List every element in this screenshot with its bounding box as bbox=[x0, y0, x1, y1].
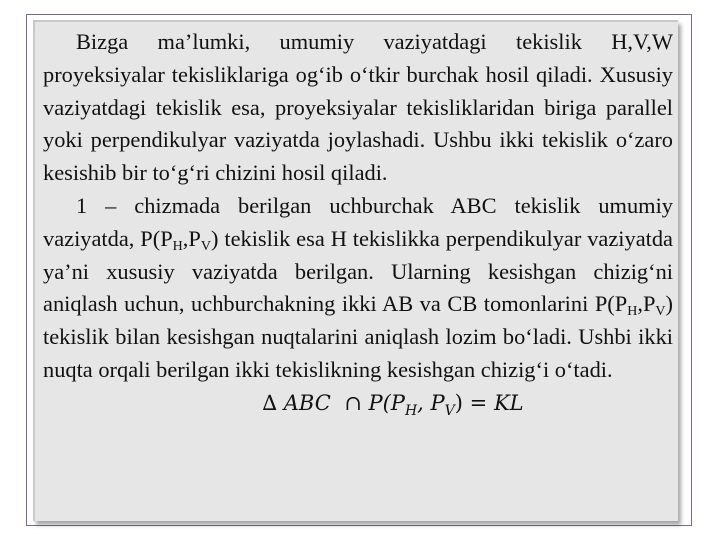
paragraph-2-comma-2: ,P bbox=[637, 291, 656, 317]
paragraph-2-intro: 1 – chizmada berilgan uchburchak ABC tekislik umumiy vaziyatda, P(P bbox=[43, 192, 673, 251]
subscript-h: H bbox=[172, 238, 183, 254]
paragraph-2-comma: ,P bbox=[182, 225, 201, 251]
paragraph-2-ending: ) tekislik bilan kesishgan nuqtalarini aniqlash lozim bo‘ladi. Ushbi ikki nuqta orqali berilgan ikki tekislikning kesishgan chizig‘i o‘tadi. bbox=[43, 291, 673, 382]
intersection-formula bbox=[43, 388, 673, 418]
formula-close: ) bbox=[454, 390, 463, 415]
formula-p-open: P(P bbox=[368, 390, 405, 415]
subscript-v: V bbox=[200, 238, 211, 254]
paragraph-1: Bizga ma’lumki, umumiy vaziyatdagi tekislik H,V,W proyeksiyalar tekisliklariga og‘ib o‘tkir burchak hosil qiladi. Xususiy vaziyatdagi tekislik esa, proyeksiyalar tekisliklaridan biriga parallel yoki perpendikulyar vaziyatda joylashadi. Ushbu ikki tekislik o‘zaro kesishib bir to‘g‘ri chizini hosil qiladi. bbox=[43, 29, 673, 186]
equals-sign: = bbox=[469, 390, 488, 415]
formula-subscript-v: V bbox=[444, 402, 455, 419]
paragraph-2-middle: ) tekislik esa H tekislikka perpendikulyar vaziyatda ya’ni xususiy vaziyatda berilgan. Ularning kesishgan chizig‘ni aniqlash uchun, uchburchakning ikki AB va CB tomonlarini P(P bbox=[43, 225, 673, 317]
formula-comma: , P bbox=[417, 390, 445, 415]
formula-abc: ABC bbox=[283, 390, 331, 415]
paragraph-2 bbox=[43, 190, 673, 387]
formula-subscript-h: H bbox=[404, 402, 418, 419]
subscript-v-2: V bbox=[655, 304, 666, 320]
formula-kl: KL bbox=[493, 390, 524, 415]
document-text bbox=[43, 26, 673, 418]
intersection-symbol: ∩ bbox=[344, 390, 362, 415]
subscript-h-2: H bbox=[627, 304, 638, 320]
triangle-symbol: ∆ bbox=[262, 390, 278, 415]
